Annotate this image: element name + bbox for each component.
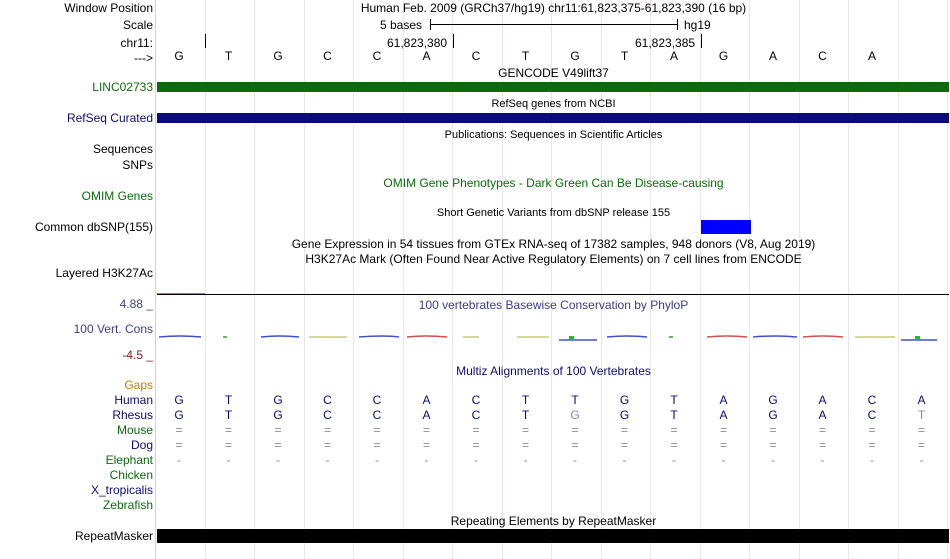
dog-base: = <box>818 438 826 452</box>
mouse-base: = <box>571 423 579 437</box>
ruler-coord-1: 61,823,380 <box>387 36 448 50</box>
reference-base: T <box>521 49 530 63</box>
dog-label[interactable]: Dog <box>130 438 153 452</box>
reference-base: A <box>669 49 678 63</box>
elephant-base: - <box>375 453 379 467</box>
dog-base: = <box>472 438 480 452</box>
snps-label[interactable]: SNPs <box>122 158 153 172</box>
gtex-track-title[interactable]: Gene Expression in 54 tissues from GTEx RNA-seq of 17382 samples, 948 donors (V8, Aug 2019) <box>291 237 816 251</box>
mouse-base: = <box>422 423 430 437</box>
human-base: T <box>670 393 678 407</box>
elephant-base: - <box>622 453 627 467</box>
scale-label: Scale <box>122 18 153 32</box>
ruler-tick-2 <box>453 34 454 48</box>
mouse-base: = <box>917 423 925 437</box>
elephant-base: - <box>424 453 429 467</box>
rhesus-base: T <box>521 408 530 422</box>
mouse-base: = <box>670 423 678 437</box>
dog-base: = <box>917 438 925 452</box>
human-base: A <box>422 393 431 407</box>
strand-label: ---> <box>134 51 153 65</box>
scale-text: 5 bases <box>380 18 423 32</box>
cons-wiggle <box>157 330 950 346</box>
scale-bar-right-tick <box>677 19 678 30</box>
mouse-base: = <box>818 423 826 437</box>
rmsk-track-label[interactable]: RepeatMasker <box>74 529 153 543</box>
human-base: A <box>818 393 827 407</box>
elephant-base: - <box>325 453 330 467</box>
rmsk-repeat-bar[interactable] <box>157 529 949 543</box>
elephant-base: - <box>474 453 478 467</box>
reference-base: T <box>620 49 629 63</box>
dog-base: = <box>224 438 232 452</box>
gaps-label[interactable]: Gaps <box>124 378 153 392</box>
mouse-base: = <box>769 423 777 437</box>
rhesus-base: T <box>224 408 233 422</box>
gencode-gene-bar[interactable] <box>157 82 949 92</box>
scale-bar-left-tick <box>430 19 431 30</box>
dog-base: = <box>769 438 777 452</box>
dbsnp-track-label[interactable]: Common dbSNP(155) <box>34 220 153 234</box>
elephant-base: - <box>771 453 775 467</box>
reference-base: G <box>718 49 729 63</box>
rhesus-base: A <box>818 408 827 422</box>
elephant-base: - <box>226 453 231 467</box>
rhesus-base: G <box>768 408 778 422</box>
chrom-label: chr11: <box>120 36 153 50</box>
dog-base: = <box>719 438 727 452</box>
dog-base: = <box>175 438 183 452</box>
scale-assembly: hg19 <box>684 18 711 32</box>
rhesus-base: G <box>273 408 283 422</box>
scale-bar <box>430 24 678 25</box>
omim-track-label[interactable]: OMIM Genes <box>81 189 153 203</box>
mouse-base: = <box>373 423 381 437</box>
rhesus-base: G <box>174 408 184 422</box>
mouse-base: = <box>521 423 529 437</box>
rhesus-base: G <box>619 408 630 422</box>
mouse-base: = <box>868 423 876 437</box>
cons-track-label[interactable]: 100 Vert. Cons <box>73 322 153 336</box>
elephant-base: - <box>573 453 577 467</box>
dog-base: = <box>323 438 331 452</box>
zebrafish-label[interactable]: Zebrafish <box>102 498 153 512</box>
rhesus-label[interactable]: Rhesus <box>112 408 153 422</box>
h3k27ac-signal <box>157 293 205 294</box>
rhesus-base: C <box>471 408 481 422</box>
window-position-value: Human Feb. 2009 (GRCh37/hg19) chr11:61,823,375-61,823,390 (16 bp) <box>360 1 747 15</box>
gencode-track-label[interactable]: LINC02733 <box>92 80 153 94</box>
mouse-base: = <box>224 423 232 437</box>
rhesus-base: T <box>670 408 678 422</box>
reference-base: C <box>372 49 382 63</box>
refseq-gene-bar[interactable] <box>157 113 949 123</box>
human-base: C <box>372 393 382 407</box>
refseq-track-title[interactable]: RefSeq genes from NCBI <box>491 98 616 110</box>
cons-max-label: 4.88 _ <box>119 297 153 311</box>
dbsnp-track-title[interactable]: Short Genetic Variants from dbSNP release 155 <box>436 207 671 219</box>
omim-track-title[interactable]: OMIM Gene Phenotypes - Dark Green Can Be Disease-causing <box>383 176 724 190</box>
sequences-label[interactable]: Sequences <box>92 142 153 156</box>
dog-base: = <box>422 438 430 452</box>
human-base: A <box>719 393 728 407</box>
human-base: C <box>323 393 332 407</box>
mouse-base: = <box>323 423 331 437</box>
reference-base: C <box>471 49 481 63</box>
gencode-track-title[interactable]: GENCODE V49lift37 <box>498 66 609 80</box>
human-base: T <box>571 393 579 407</box>
rhesus-base: A <box>719 408 728 422</box>
cons-min-label: -4.5 _ <box>122 348 153 362</box>
reference-base: T <box>224 49 233 63</box>
elephant-base: - <box>721 453 726 467</box>
xtropicalis-label[interactable]: X_tropicalis <box>90 483 153 497</box>
mouse-label[interactable]: Mouse <box>116 423 153 437</box>
cons-track-title[interactable]: 100 vertebrates Basewise Conservation by PhyloP <box>418 298 689 312</box>
dog-base: = <box>868 438 876 452</box>
dog-base: = <box>670 438 678 452</box>
human-label[interactable]: Human <box>114 393 153 407</box>
human-base: C <box>471 393 481 407</box>
multiz-track-title[interactable]: Multiz Alignments of 100 Vertebrates <box>456 364 651 378</box>
ruler-tick-3 <box>701 34 702 48</box>
publications-track-title[interactable]: Publications: Sequences in Scientific Articles <box>444 129 663 141</box>
elephant-base: - <box>672 453 676 467</box>
refseq-track-label[interactable]: RefSeq Curated <box>66 111 153 125</box>
dog-base: = <box>571 438 579 452</box>
rhesus-base: C <box>372 408 382 422</box>
dbsnp-variant-block[interactable] <box>701 220 751 234</box>
human-base: C <box>867 393 877 407</box>
elephant-base: - <box>820 453 825 467</box>
elephant-base: - <box>919 453 924 467</box>
reference-base: C <box>323 49 332 63</box>
dog-base: = <box>373 438 381 452</box>
human-base: G <box>273 393 283 407</box>
human-base: G <box>174 393 184 407</box>
mouse-base: = <box>175 423 183 437</box>
elephant-base: - <box>870 453 874 467</box>
ruler-coord-2: 61,823,385 <box>635 36 696 50</box>
dog-base: = <box>274 438 282 452</box>
mouse-base: = <box>472 423 480 437</box>
human-base: G <box>619 393 630 407</box>
track-area-left-border <box>155 0 156 559</box>
mouse-base: = <box>620 423 628 437</box>
reference-base: A <box>768 49 777 63</box>
chicken-label[interactable]: Chicken <box>109 468 153 482</box>
human-base: T <box>521 393 530 407</box>
reference-base: G <box>570 49 580 63</box>
rhesus-base: C <box>867 408 877 422</box>
rhesus-base: T <box>917 408 926 422</box>
reference-base: G <box>174 49 184 63</box>
h3k27ac-track-title[interactable]: H3K27Ac Mark (Often Found Near Active Regulatory Elements) on 7 cell lines from ENCODE <box>305 252 802 266</box>
reference-base: A <box>422 49 431 63</box>
human-base: T <box>224 393 233 407</box>
elephant-label[interactable]: Elephant <box>105 453 153 467</box>
dog-base: = <box>620 438 628 452</box>
reference-base: A <box>867 49 876 63</box>
reference-base: C <box>818 49 827 63</box>
mouse-base: = <box>274 423 282 437</box>
elephant-base: - <box>276 453 280 467</box>
rhesus-base: C <box>323 408 332 422</box>
h3k27ac-baseline <box>157 294 949 295</box>
dog-base: = <box>521 438 529 452</box>
human-base: G <box>768 393 778 407</box>
reference-base: G <box>273 49 283 63</box>
rmsk-track-title[interactable]: Repeating Elements by RepeatMasker <box>450 514 657 528</box>
ruler-tick-1 <box>205 34 206 48</box>
window-position-label: Window Position <box>64 1 153 15</box>
rhesus-base: G <box>570 408 580 422</box>
human-base: A <box>917 393 926 407</box>
elephant-base: - <box>523 453 528 467</box>
rhesus-base: A <box>422 408 431 422</box>
mouse-base: = <box>719 423 727 437</box>
elephant-base: - <box>177 453 181 467</box>
h3k27ac-track-label[interactable]: Layered H3K27Ac <box>55 266 153 280</box>
